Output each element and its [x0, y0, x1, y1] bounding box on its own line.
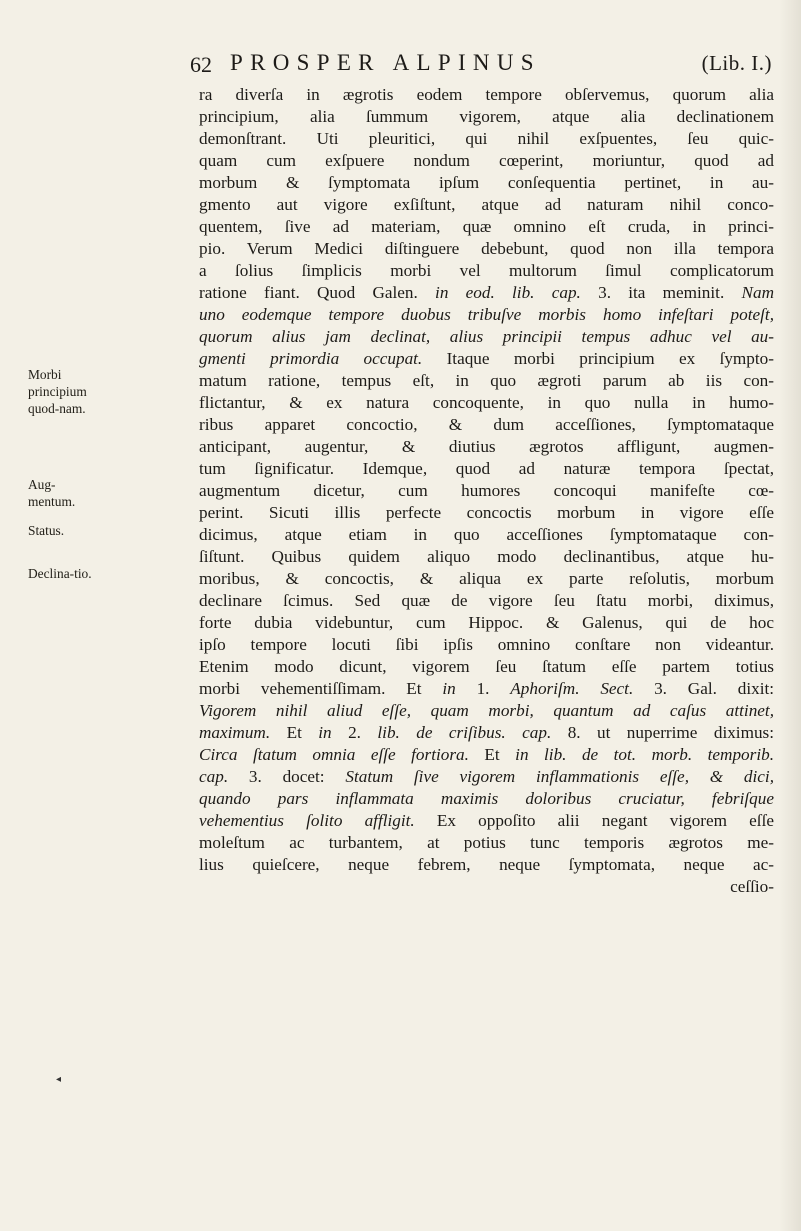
text-line — [199, 238, 774, 260]
text-segment: declinare ſcimus. Sed quæ de vigore ſeu ſtatu morbi, diximus, — [199, 591, 774, 610]
text-segment: principium, alia ſummum vigorem, atque alia declinationem — [199, 107, 774, 126]
italic-segment: in — [442, 679, 456, 698]
text-segment: Itaque morbi principium ex ſympto- — [422, 349, 774, 368]
text-segment: matum ratione, tempus eſt, in quo ægroti parum ab iis con- — [199, 371, 774, 390]
running-title: PROSPER ALPINUS — [230, 50, 541, 75]
text-segment: a ſolius ſimplicis morbi vel multorum ſimul complicatorum — [199, 261, 774, 280]
text-line — [199, 612, 774, 634]
text-line — [199, 788, 774, 810]
text-segment: Et — [270, 723, 319, 742]
text-line — [199, 832, 774, 854]
text-line — [199, 458, 774, 480]
margin-note-principium: Morbi principium quod-nam. — [28, 367, 87, 416]
text-segment: tum ſignificatur. Idemque, quod ad naturæ tempora ſpectat, — [199, 459, 774, 478]
text-line — [199, 194, 774, 216]
margin-note-augmentum: Aug-mentum. — [28, 477, 76, 509]
text-line — [199, 260, 774, 282]
margin-note-declinatio: Declina-tio. — [28, 566, 92, 581]
text-segment: moribus, & concoctis, & aliqua ex parte reſolutis, morbum — [199, 569, 774, 588]
text-segment: perint. Sicuti illis perfecte concoctis morbum in vigore eſſe — [199, 503, 774, 522]
margin-mark: ◂ — [56, 1074, 62, 1085]
italic-segment: quando pars inflammata maximis doloribus cruciatur, febriſque — [199, 789, 774, 808]
text-segment: 8. ut nuperrime diximus: — [551, 723, 775, 742]
text-segment: ribus apparet concoctio, & dum acceſſiones, ſymptomataque — [199, 415, 774, 434]
text-line — [199, 678, 774, 700]
text-line — [199, 502, 774, 524]
text-segment: lius quieſcere, neque febrem, neque ſymptomata, neque ac- — [199, 855, 774, 874]
text-segment: 3. ita meminit. — [580, 283, 742, 302]
italic-segment: Aphoriſm. Sect. — [510, 679, 634, 698]
text-line — [199, 326, 774, 348]
text-segment: ratione fiant. Quod Galen. — [199, 283, 436, 302]
text-segment: morbi vehementiſſimam. Et — [199, 679, 443, 698]
text-line — [199, 414, 774, 436]
text-segment: ceſſio- — [730, 877, 774, 896]
text-segment: ra diverſa in ægrotis eodem tempore obſervemus, quorum alia — [199, 85, 774, 104]
italic-segment: vehementius ſolito affligit. — [199, 811, 415, 830]
text-segment: moleſtum ac turbantem, at potius tunc temporis ægrotos me- — [199, 833, 774, 852]
text-segment: ſiſtunt. Quibus quidem aliquo modo declinantibus, atque hu- — [199, 547, 774, 566]
text-segment: 3. Gal. dixit: — [633, 679, 775, 698]
italic-segment: quorum alius jam declinat, alius principii tempus adhuc vel au- — [199, 327, 774, 346]
page-number: 62 — [190, 52, 212, 77]
text-line — [199, 590, 774, 612]
text-segment: dicimus, atque etiam in quo acceſſiones ſymptomataque con- — [199, 525, 774, 544]
text-line — [199, 128, 774, 150]
text-segment: flictantur, & ex natura concoquente, in quo nulla in humo- — [199, 393, 774, 412]
text-segment: demonſtrant. Uti pleuritici, qui nihil exſpuentes, ſeu quic- — [199, 129, 774, 148]
text-segment: morbum & ſymptomata ipſum conſequentia pertinet, in au- — [199, 173, 774, 192]
text-line — [199, 304, 774, 326]
italic-segment: in — [318, 723, 332, 742]
book-indicator: (Lib. I.) — [701, 51, 772, 75]
text-line — [199, 854, 774, 876]
text-line — [199, 348, 774, 370]
scan-edge-shadow — [779, 0, 801, 1231]
text-line — [199, 480, 774, 502]
text-line — [199, 722, 774, 744]
italic-segment: Circa ſtatum omnia eſſe fortiora. — [199, 745, 469, 764]
italic-segment: Vigorem nihil aliud eſſe, quam morbi, quantum ad caſus attinet, — [199, 701, 774, 720]
italic-segment: gmenti primordia occupat. — [199, 349, 423, 368]
italic-segment: uno eodemque tempore duobus tribuſve morbis homo infeſtari poteſt, — [199, 305, 774, 324]
text-line — [199, 106, 774, 128]
text-line — [199, 810, 774, 832]
italic-segment: lib. de criſibus. cap. — [377, 723, 552, 742]
italic-segment: in lib. de tot. morb. temporib. — [515, 745, 774, 764]
italic-segment: cap. — [199, 767, 229, 786]
text-segment: 2. — [331, 723, 378, 742]
text-line — [199, 172, 774, 194]
text-line — [199, 216, 774, 238]
text-line — [199, 744, 774, 766]
text-line — [199, 524, 774, 546]
text-segment: forte dubia videbuntur, cum Hippoc. & Galenus, qui de hoc — [199, 613, 774, 632]
text-segment: quentem, ſive ad materiam, quæ omnino eſt cruda, in princi- — [199, 217, 774, 236]
text-segment: gmento aut vigore exſiſtunt, atque ad naturam nihil conco- — [199, 195, 774, 214]
text-line — [199, 436, 774, 458]
main-text-block — [199, 84, 774, 898]
text-line — [199, 282, 774, 304]
italic-segment: maximum. — [199, 723, 271, 742]
text-line — [199, 568, 774, 590]
margin-note-status: Status. — [28, 523, 65, 538]
text-line — [199, 634, 774, 656]
text-segment: Etenim modo dicunt, vigorem ſeu ſtatum eſſe partem totius — [199, 657, 774, 676]
text-line — [199, 546, 774, 568]
text-segment: ipſo tempore locuti ſibi ipſis omnino conſtare non videantur. — [199, 635, 774, 654]
text-segment: Et — [468, 745, 516, 764]
text-segment: 1. — [455, 679, 511, 698]
text-segment: augmentum dicetur, cum humores concoqui manifeſte cœ- — [199, 481, 774, 500]
text-segment: 3. docet: — [228, 767, 346, 786]
text-segment: pio. Verum Medici diſtinguere debebunt, quod non illa tempora — [199, 239, 774, 258]
text-line — [199, 392, 774, 414]
text-line — [199, 150, 774, 172]
text-segment: anticipant, augentur, & diutius ægrotos affligunt, augmen- — [199, 437, 774, 456]
italic-segment: Nam — [741, 283, 774, 302]
text-line — [199, 656, 774, 678]
text-line — [199, 84, 774, 106]
text-line — [199, 766, 774, 788]
italic-segment: Statum ſive vigorem inflammationis eſſe, & dici, — [345, 767, 774, 786]
text-segment: Ex oppoſito alii negant vigorem eſſe — [414, 811, 774, 830]
running-header — [190, 50, 772, 82]
text-line — [199, 370, 774, 392]
text-line — [199, 876, 774, 898]
italic-segment: in eod. lib. cap. — [435, 283, 581, 302]
text-segment: quam cum exſpuere nondum cœperint, moriuntur, quod ad — [199, 151, 774, 170]
text-line — [199, 700, 774, 722]
